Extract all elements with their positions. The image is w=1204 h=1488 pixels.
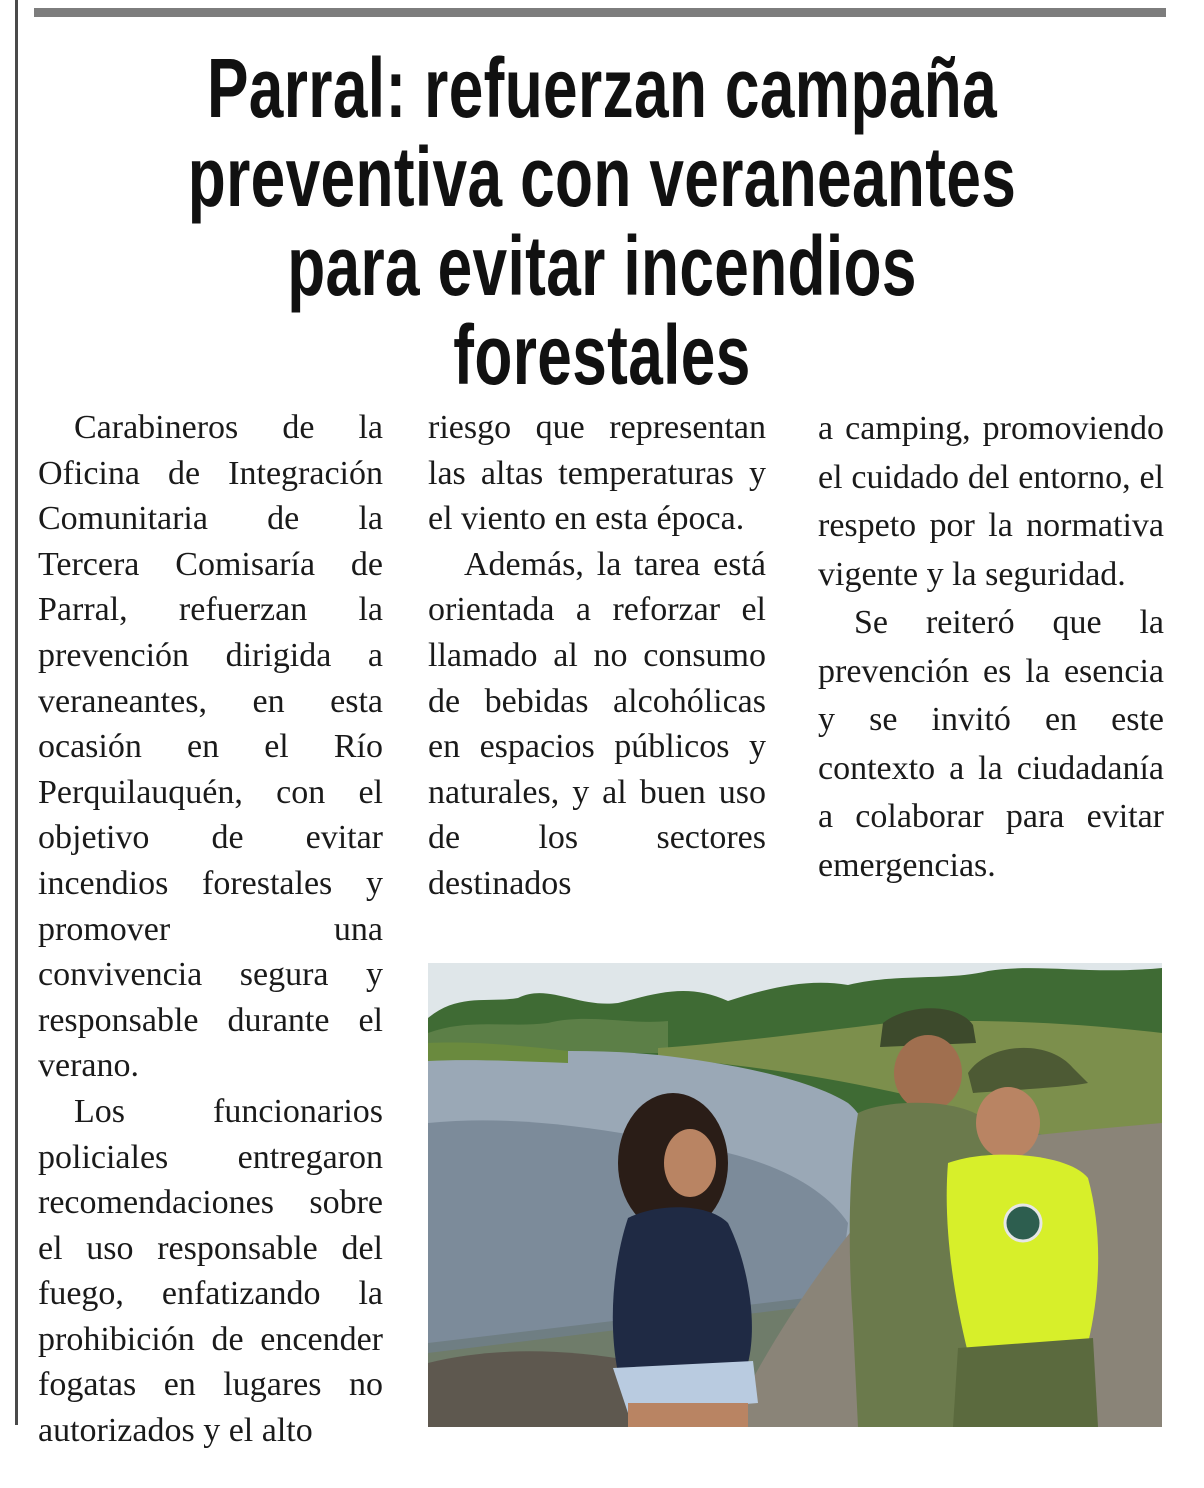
article-column-3 <box>818 405 1164 890</box>
photo-woman-face <box>664 1129 716 1197</box>
article-column-2 <box>428 405 766 907</box>
paragraph: Se reiteró que la prevención es la esencia y se invitó en este contexto a la ciudadanía a colaborar para evitar emergencias. <box>818 604 1164 884</box>
top-rule <box>34 8 1166 17</box>
photo-officer2-vest <box>947 1155 1098 1353</box>
paragraph: Carabineros de la Oficina de Integración Comunitaria de la Tercera Comisaría de Parral, refuerzan la prevención dirigida a veraneantes, en esta ocasión en el Río Perquilauquén, con el objetivo de evitar incendios forestales y promover una convivencia segura y responsable durante el verano. <box>38 409 383 1085</box>
left-column-rule <box>15 0 18 1425</box>
paragraph: Los funcionarios policiales entregaron recomendaciones sobre el uso responsable del fuego, enfatizando la prohibición de encender fogatas en lugares no autorizados y el alto <box>38 1092 383 1450</box>
photo-badge <box>1005 1205 1041 1241</box>
photo-officer2-uniform <box>953 1338 1098 1427</box>
paragraph: riesgo que representan las altas temperaturas y el viento en esta época. <box>428 409 766 538</box>
photo-woman-legs <box>628 1403 748 1427</box>
photo-woman-shirt <box>613 1207 752 1373</box>
news-photo <box>428 963 1162 1427</box>
headline: Parral: refuerzan campaña preventiva con veraneantes para evitar incendios forestales <box>187 41 1017 402</box>
paragraph: Además, la tarea está orientada a reforzar el llamado al no consumo de bebidas alcohólicas en espacios públicos y naturales, y al buen uso de los sectores destinados <box>428 545 766 902</box>
paragraph: a camping, promoviendo el cuidado del entorno, el respeto por la normativa vigente y la seguridad. <box>818 410 1164 593</box>
photo-illustration <box>428 963 1162 1427</box>
article-column-1 <box>38 405 383 1454</box>
photo-officer-face <box>894 1035 962 1111</box>
photo-officer2-face <box>976 1087 1040 1159</box>
